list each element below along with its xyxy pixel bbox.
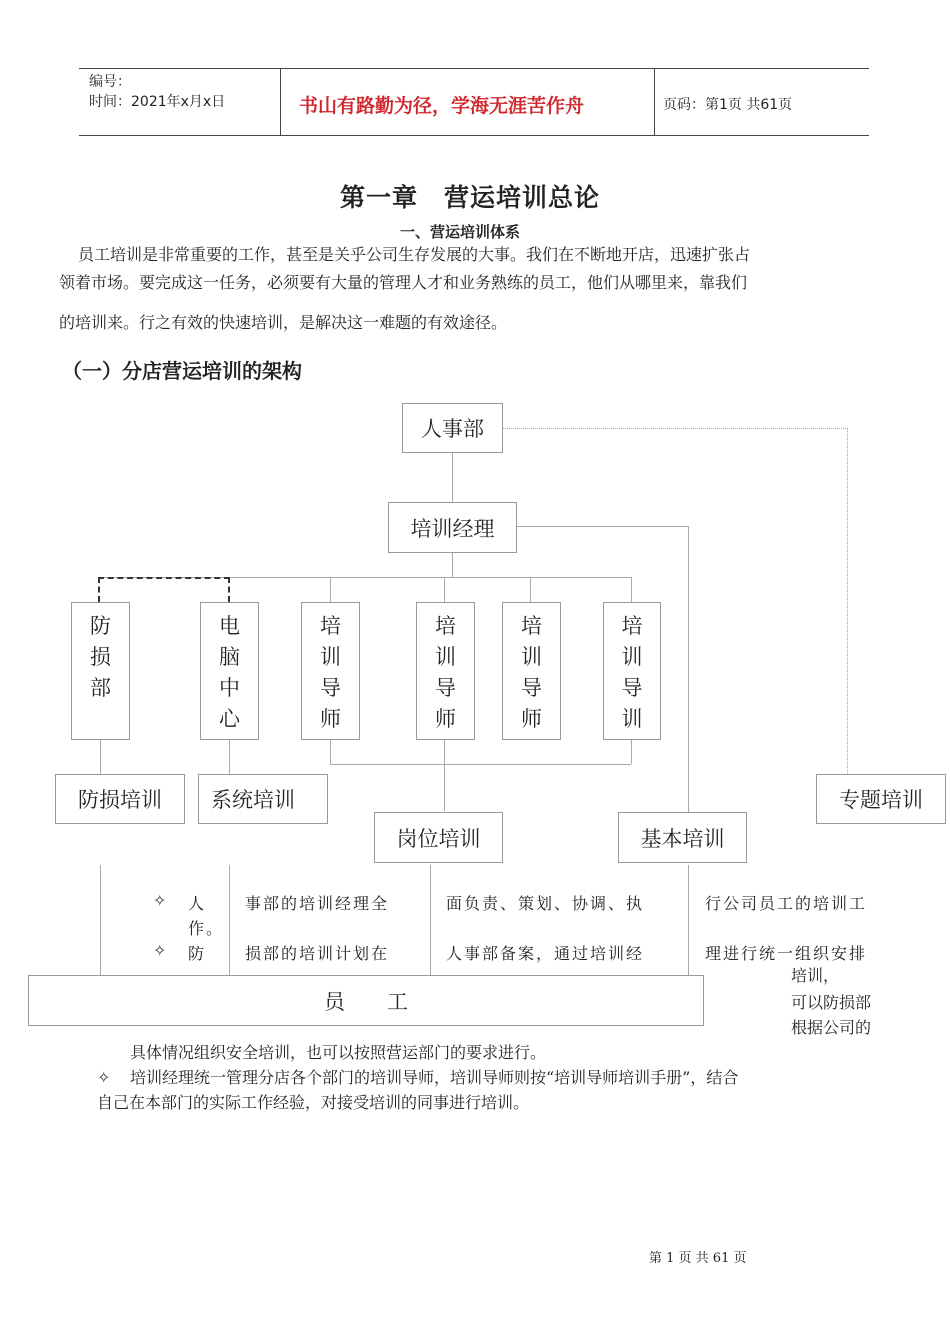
branch-drop-5	[530, 577, 531, 602]
org-mentor1-char-2: 训	[320, 645, 341, 669]
hr-special-dotted-line-v	[847, 428, 848, 774]
org-mentor2-char-3: 导	[435, 676, 456, 700]
header-top-rule	[79, 68, 869, 69]
org-loss-dept-char-2: 损	[90, 645, 111, 669]
org-mentor4-char-3: 导	[621, 676, 643, 700]
org-mentor4-char-2: 训	[621, 645, 643, 669]
staff-connector-3	[430, 865, 431, 975]
overlap-row2-col1: 防	[188, 944, 207, 963]
org-system-training-box: 系统培训	[198, 774, 328, 824]
org-post-training-box: 岗位培训	[374, 812, 503, 863]
overlap-right-2: 可以防损部	[791, 993, 872, 1012]
mentor-right-drop	[631, 739, 632, 764]
header-time-label: 时间：2021年x月x日	[89, 94, 226, 110]
page-footer: 第 1 页 共 61 页	[649, 1251, 747, 1266]
dashed-branch-line	[98, 577, 230, 602]
org-loss-dept-box	[71, 602, 130, 740]
branch-drop-6	[631, 577, 632, 602]
header-number-label: 编号：	[89, 74, 131, 90]
org-mentor1-char-4: 师	[320, 707, 341, 731]
org-computer-char-2: 脑	[219, 645, 240, 669]
staff-connector-4	[688, 865, 689, 975]
branch-drop-4	[444, 577, 445, 602]
org-mentor3-char-2: 训	[521, 645, 542, 669]
overlap-row1-col1: 人	[188, 894, 207, 913]
org-mentor-box-3	[502, 602, 561, 740]
overlap-row1-col3: 面负责、策划、协调、执	[446, 894, 645, 913]
org-computer-char-4: 心	[219, 707, 240, 731]
org-loss-dept-char-1: 防	[90, 614, 111, 638]
branch-drop-3	[330, 577, 331, 602]
bullet-diamond-icon: ✧	[153, 941, 167, 960]
header-bottom-rule	[79, 135, 869, 136]
org-computer-char-3: 中	[219, 676, 240, 700]
header-divider-2	[654, 68, 655, 135]
computer-to-training-line	[229, 739, 230, 775]
org-mentor-box-2	[416, 602, 475, 740]
overlap-row2-col4: 理进行统一组织安排	[705, 944, 868, 963]
org-loss-dept-char-3: 部	[90, 676, 111, 700]
org-basic-training-box: 基本培训	[618, 812, 747, 863]
overlap-row1-col4: 行公司员工的培训工	[705, 894, 868, 913]
intro-line-1: 员工培训是非常重要的工作，甚至是关乎公司生存发展的大事。我们在不断地开店，迅速扩张占	[78, 245, 751, 264]
org-manager-box: 培训经理	[388, 502, 517, 553]
mentor-bottom-line	[330, 764, 631, 765]
org-loss-training-box: 防损培训	[55, 774, 185, 824]
org-mentor4-char-4: 训	[621, 707, 643, 731]
body-line-1: 具体情况组织安全培训，也可以按照营运部门的要求进行。	[130, 1043, 547, 1062]
org-mentor1-char-3: 导	[320, 676, 341, 700]
section-title: 一、营运培训体系	[400, 223, 521, 241]
mentor-left-drop	[330, 739, 331, 764]
header-motto: 书山有路勤为径，学海无涯苦作舟	[299, 95, 585, 117]
subsection-title: （一）分店营运培训的架构	[62, 359, 302, 383]
org-staff-box: 员 工	[28, 975, 704, 1026]
overlap-right-3: 根据公司的	[791, 1018, 872, 1037]
org-special-training-box: 专题培训	[816, 774, 946, 824]
body-bullet-line-2: 自己在本部门的实际工作经验，对接受培训的同事进行培训。	[97, 1093, 530, 1112]
bullet-diamond-icon: ✧	[153, 891, 167, 910]
manager-to-basic-line-h	[516, 526, 689, 527]
overlap-row2-col2: 损部的培训计划在	[245, 944, 390, 963]
org-mentor2-char-1: 培	[435, 614, 456, 638]
overlap-row1-col1b: 作。	[188, 919, 225, 938]
overlap-right-1: 培训，	[791, 966, 840, 985]
org-mentor2-char-2: 训	[435, 645, 456, 669]
intro-line-3: 的培训来。行之有效的快速培训，是解决这一难题的有效途径。	[59, 313, 508, 332]
org-computer-char-1: 电	[219, 614, 240, 638]
bullet-diamond-icon: ✧	[97, 1068, 111, 1087]
org-mentor-box-1	[301, 602, 360, 740]
chapter-title: 第一章 营运培训总论	[340, 183, 601, 212]
mentor-center-drop	[444, 739, 445, 811]
loss-to-training-line	[100, 739, 101, 775]
manager-down-line	[452, 552, 453, 577]
org-mentor2-char-4: 师	[435, 707, 456, 731]
header-page-info: 页码：第1页 共61页	[663, 97, 793, 113]
staff-connector-1	[100, 865, 101, 975]
manager-to-basic-line-v	[688, 526, 689, 812]
hr-special-dotted-line-h	[503, 428, 848, 429]
org-mentor3-char-1: 培	[521, 614, 542, 638]
org-hr-box: 人事部	[402, 403, 503, 453]
body-bullet-line-1: 培训经理统一管理分店各个部门的培训导师，培训导师则按“培训导师培训手册”，结合	[130, 1068, 739, 1087]
staff-connector-2	[229, 865, 230, 975]
intro-line-2: 领着市场。要完成这一任务，必须要有大量的管理人才和业务熟练的员工，他们从哪里来，靠我们	[59, 273, 748, 292]
org-computer-center-box	[200, 602, 259, 740]
org-mentor3-char-4: 师	[521, 707, 542, 731]
org-mentor1-char-1: 培	[320, 614, 341, 638]
overlap-row1-col2: 事部的培训经理全	[245, 894, 390, 913]
hr-to-manager-line	[452, 452, 453, 502]
overlap-row2-col3: 人事部备案，通过培训经	[446, 944, 645, 963]
org-mentor4-char-1: 培	[621, 614, 643, 638]
org-mentor-box-4	[603, 602, 661, 740]
org-mentor3-char-3: 导	[521, 676, 542, 700]
header-divider-1	[280, 68, 281, 135]
